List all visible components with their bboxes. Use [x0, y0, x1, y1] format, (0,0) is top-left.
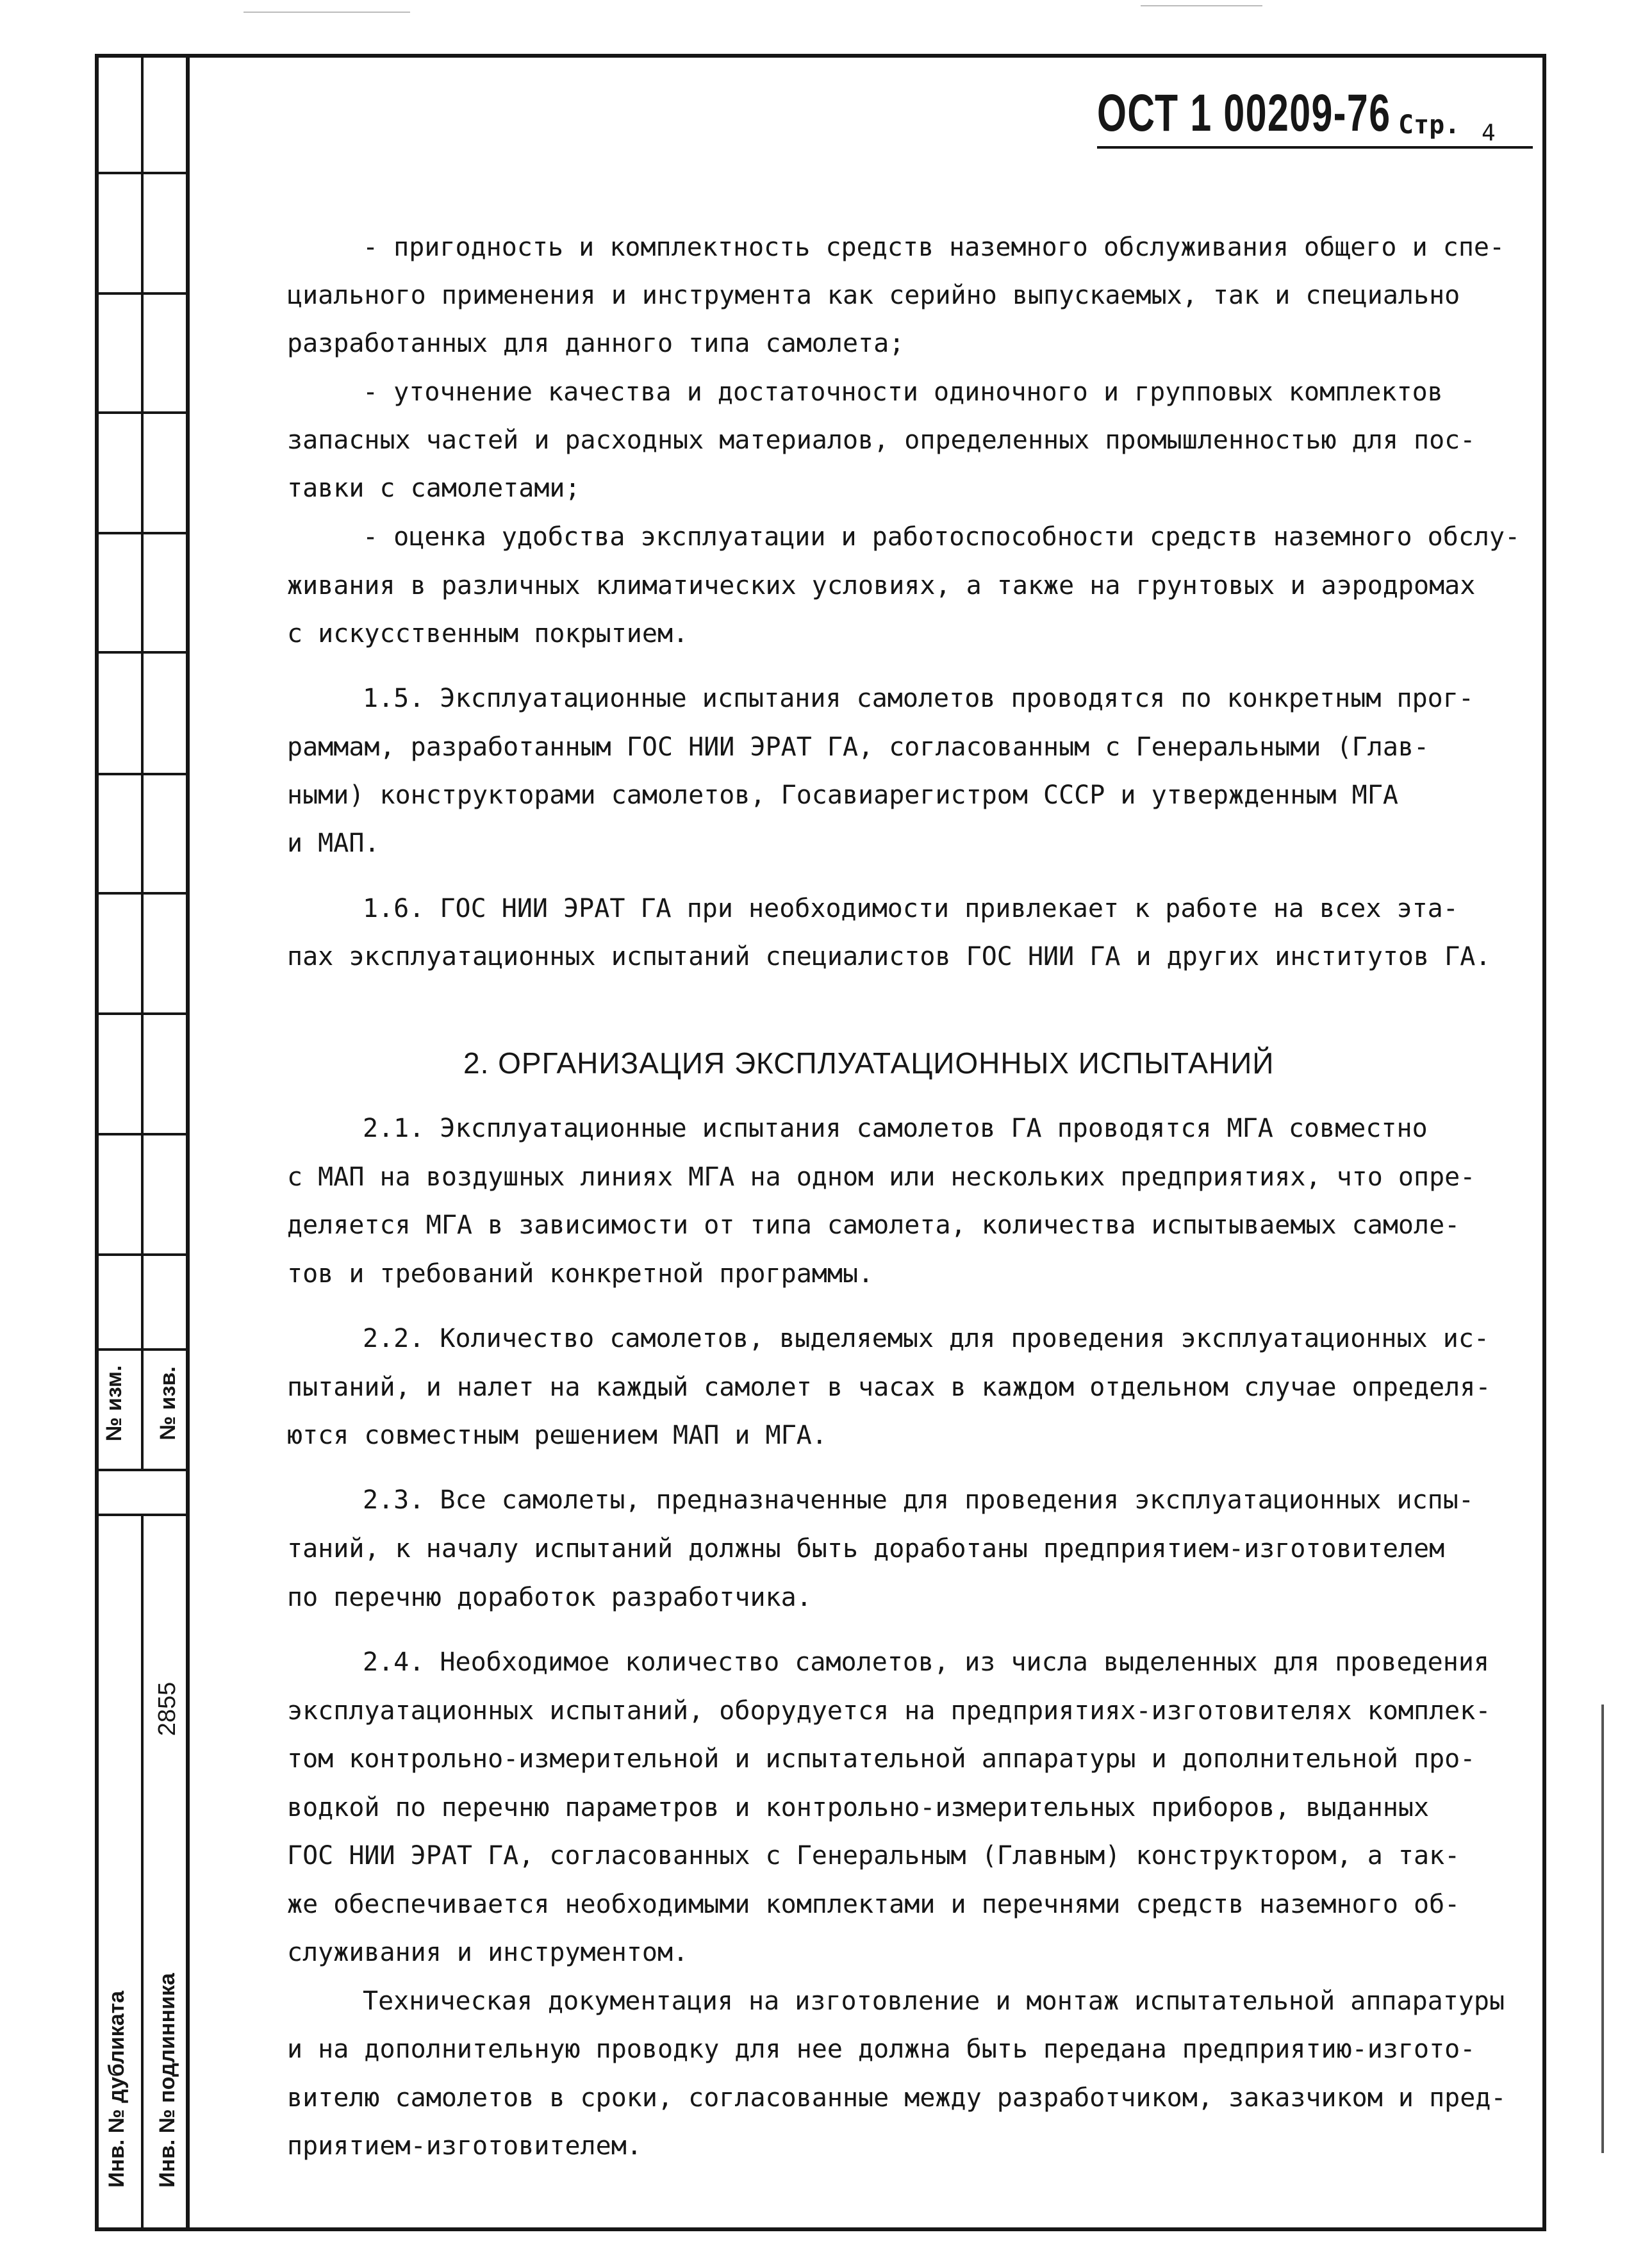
text-line: раммам, разработанным ГОС НИИ ЭРАТ ГА, согласованным с Генеральными (Глав- — [287, 732, 1430, 762]
margin-strip-divider-lower — [141, 1514, 144, 2231]
text-line: с искусственным покрытием. — [287, 619, 689, 648]
text-line: запасных частей и расходных материалов, определенных промышленностью для пос- — [287, 425, 1476, 455]
margin-row-line — [95, 411, 190, 414]
text-line: эксплуатационных испытаний, оборудуется на предприятиях-изготовителях комплек- — [287, 1696, 1491, 1726]
document-code: ОСТ 1 00209-76 — [1097, 84, 1391, 142]
text-line: таний, к началу испытаний должны быть доработаны предприятием-изготовителем — [287, 1534, 1445, 1564]
margin-row-line — [95, 773, 190, 775]
text-line: и МАП. — [287, 829, 380, 858]
text-line: с МАП на воздушных линиях МГА на одном или нескольких предприятиях, что опре- — [287, 1162, 1476, 1192]
margin-row-line — [95, 1469, 190, 1471]
text-line: и на дополнительную проводку для нее должна быть передана предприятию-изгото- — [287, 2035, 1476, 2064]
text-line: 2.3. Все самолеты, предназначенные для проведения эксплуатационных испы- — [363, 1485, 1474, 1515]
text-line: же обеспечивается необходимыми комплектами и перечнями средств наземного об- — [287, 1890, 1460, 1919]
text-line: пытаний, и налет на каждый самолет в часах в каждом отдельном случае определя- — [287, 1373, 1491, 1402]
scan-mark-top-right — [1141, 5, 1262, 6]
scan-mark-right — [1601, 1705, 1604, 2153]
text-line: 1.5. Эксплуатационные испытания самолетов проводятся по конкретным прог- — [363, 684, 1474, 713]
margin-row-line — [95, 651, 190, 654]
text-line: вителю самолетов в сроки, согласованные между разработчиком, заказчиком и пред- — [287, 2083, 1507, 2113]
text-line: деляется МГА в зависимости от типа самолета, количества испытываемых самоле- — [287, 1210, 1460, 1240]
text-line: пах эксплуатационных испытаний специалистов ГОС НИИ ГА и других институтов ГА. — [287, 942, 1491, 971]
margin-row-line — [95, 172, 190, 174]
text-line: - уточнение качества и достаточности одиночного и групповых комплектов — [363, 377, 1443, 407]
text-line: 2.4. Необходимое количество самолетов, из числа выделенных для проведения — [363, 1647, 1489, 1677]
text-line: ются совместным решением МАП и МГА. — [287, 1421, 827, 1450]
margin-row-line — [95, 1133, 190, 1135]
margin-row-line — [95, 532, 190, 534]
text-line: - оценка удобства эксплуатации и работоспособности средств наземного обслу- — [363, 522, 1521, 552]
text-line: ГОС НИИ ЭРАТ ГА, согласованных с Генеральным (Главным) конструктором, а так- — [287, 1841, 1460, 1870]
page-number: 4 — [1482, 120, 1496, 146]
page-label: Стр. — [1398, 110, 1460, 140]
inventory-number: 2855 — [154, 1681, 181, 1737]
text-line: 2.1. Эксплуатационные испытания самолетов ГА проводятся МГА совместно — [363, 1114, 1428, 1143]
text-line: 1.6. ГОС НИИ ЭРАТ ГА при необходимости привлекает к работе на всех эта- — [363, 894, 1458, 923]
text-line: служивания и инструментом. — [287, 1938, 689, 1967]
text-line: Техническая документация на изготовление и монтаж испытательной аппаратуры — [363, 1986, 1505, 2016]
text-line: водкой по перечню параметров и контрольно-измерительных приборов, выданных — [287, 1793, 1430, 1822]
original-inventory-label: Инв. № подлинника — [155, 1973, 179, 2188]
text-line: тавки с самолетами; — [287, 474, 581, 503]
text-line: 2.2. Количество самолетов, выделяемых для проведения эксплуатационных ис- — [363, 1324, 1489, 1353]
text-line: том контрольно-измерительной и испытательной аппаратуры и дополнительной про- — [287, 1744, 1476, 1774]
text-line: разработанных для данного типа самолета; — [287, 329, 905, 358]
text-line: циального применения и инструмента как серийно выпускаемых, так и специально — [287, 281, 1460, 310]
document-code-header — [1097, 82, 1533, 149]
text-line: тов и требований конкретной программы. — [287, 1259, 874, 1289]
text-line: - пригодность и комплектность средств наземного обслуживания общего и спе- — [363, 233, 1505, 262]
margin-row-line — [95, 1012, 190, 1015]
scan-mark-top-left — [244, 12, 410, 13]
text-line: живания в различных климатических условиях, а также на грунтовых и аэродромах — [287, 571, 1476, 600]
margin-row-line — [95, 292, 190, 295]
margin-strip-divider-upper — [141, 54, 144, 1469]
text-line: по перечню доработок разработчика. — [287, 1583, 812, 1612]
margin-row-line — [95, 892, 190, 895]
text-line: приятием-изготовителем. — [287, 2131, 642, 2161]
duplicate-inventory-label: Инв. № дубликата — [104, 1990, 129, 2188]
margin-row-line — [95, 1348, 190, 1351]
margin-row-line — [95, 1514, 190, 1516]
change-number-label: № изм. — [102, 1365, 126, 1442]
margin-row-line — [95, 1253, 190, 1256]
notice-number-label: № изв. — [156, 1366, 180, 1441]
text-line: ными) конструкторами самолетов, Госавиарегистром СССР и утвержденным МГА — [287, 780, 1398, 810]
section-heading: 2. ОРГАНИЗАЦИЯ ЭКСПЛУАТАЦИОННЫХ ИСПЫТАНИЙ — [463, 1046, 1275, 1080]
